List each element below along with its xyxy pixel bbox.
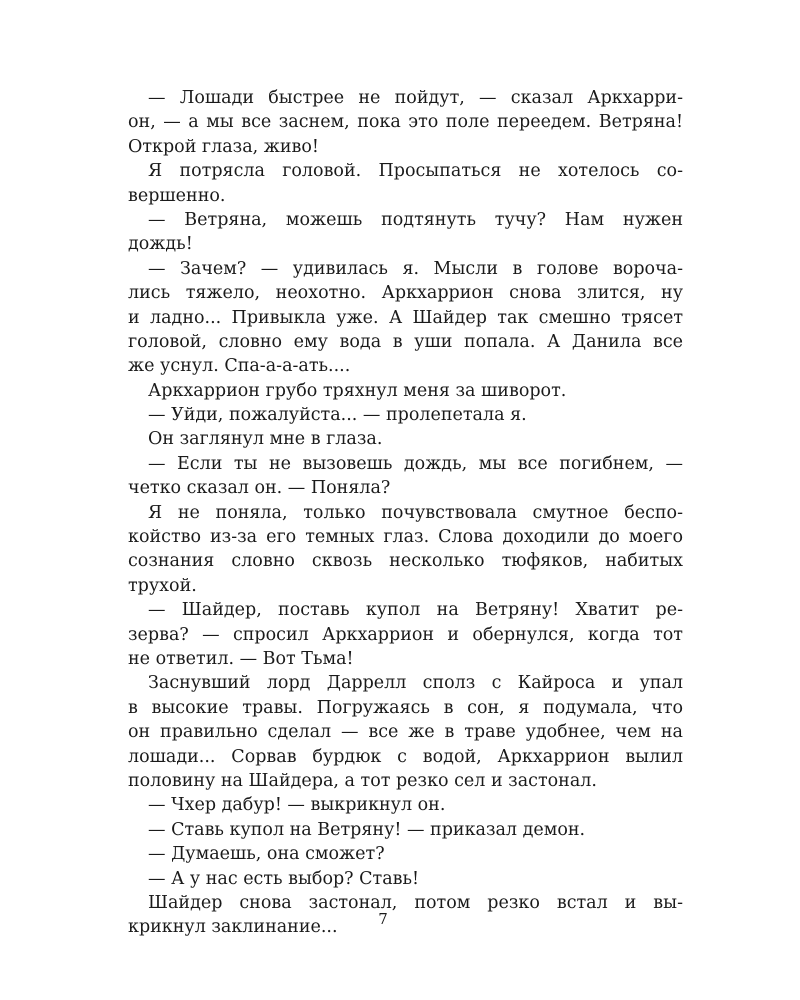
text-line: койство из-за его темных глаз. Слова доходили до моего [128, 527, 683, 548]
text-line: лись тяжело, неохотно. Аркхаррион снова злится, ну [128, 283, 683, 304]
text-line: не ответил. — Вот Тьма! [128, 648, 354, 669]
text-line: — Лошади быстрее не пойдут, — сказал Аркхарри- [148, 88, 683, 108]
text-line: головой, словно ему вода в уши попала. А Данила все [128, 331, 683, 352]
text-line: — Ставь купол на Ветряну! — приказал демон. [148, 819, 586, 840]
text-line: Заснувший лорд Даррелл сполз с Кайроса и упал [148, 673, 683, 694]
text-line: он правильно сделал — все же в траве удобнее, чем на [128, 722, 683, 743]
text-line: сознания словно сквозь несколько тюфяков, набитых [128, 551, 683, 572]
text-line: — Шайдер, поставь купол на Ветряну! Хватит ре- [148, 600, 683, 621]
text-line: Открой глаза, живо! [128, 136, 319, 157]
text-line: — Зачем? — удивилась я. Мысли в голове ворочa- [148, 258, 683, 279]
text-line: Я потрясла головой. Просыпаться не хотелось со- [148, 161, 683, 182]
text-line: лошади... Сорвав бурдюк с водой, Аркхаррион вылил [128, 746, 683, 767]
text-line: дождь! [128, 234, 193, 255]
text-line: же уснул. Спа-а-а-ать.... [128, 356, 351, 377]
text-line: — Чхер дабур! — выкрикнул он. [148, 795, 446, 816]
text-line: зерва? — спросил Аркхаррион и обернулся, когда тот [128, 624, 683, 645]
text-line: — Ветряна, можешь подтянуть тучу? Нам нужен [148, 209, 683, 230]
text-line: Он заглянул мне в глаза. [148, 429, 383, 450]
text-line: Аркхаррион грубо тряхнул меня за шиворот. [148, 380, 567, 401]
text-line: он, — а мы все заснем, пока это поле переедем. Ветряна! [128, 112, 683, 133]
text-line: и ладно... Привыкла уже. А Шайдер так смешно трясет [128, 307, 683, 328]
text-line: — Если ты не вызовешь дождь, мы все погибнем, — [148, 453, 683, 474]
text-line: вершенно. [128, 185, 226, 206]
text-line: четко сказал он. — Поняла? [128, 478, 391, 499]
text-line: в высокие травы. Погружаясь в сон, я подумала, что [128, 697, 683, 718]
text-line: Шайдер снова застонал, потом резко встал и вы- [148, 892, 683, 913]
text-line: — А у нас есть выбор? Ставь! [148, 868, 420, 889]
text-line: крикнул заклинание... [128, 917, 338, 938]
page-body-text [128, 86, 683, 940]
text-line: — Думаешь, она сможет? [148, 844, 385, 865]
page-number: 7 [378, 910, 388, 928]
text-line: трухой. [128, 575, 197, 596]
text-line: Я не поняла, только почувствовала смутное беспо- [148, 502, 683, 523]
text-line: — Уйди, пожалуйста... — пролепетала я. [148, 405, 527, 426]
text-line: половину на Шайдера, а тот резко сел и застонал. [128, 770, 597, 791]
